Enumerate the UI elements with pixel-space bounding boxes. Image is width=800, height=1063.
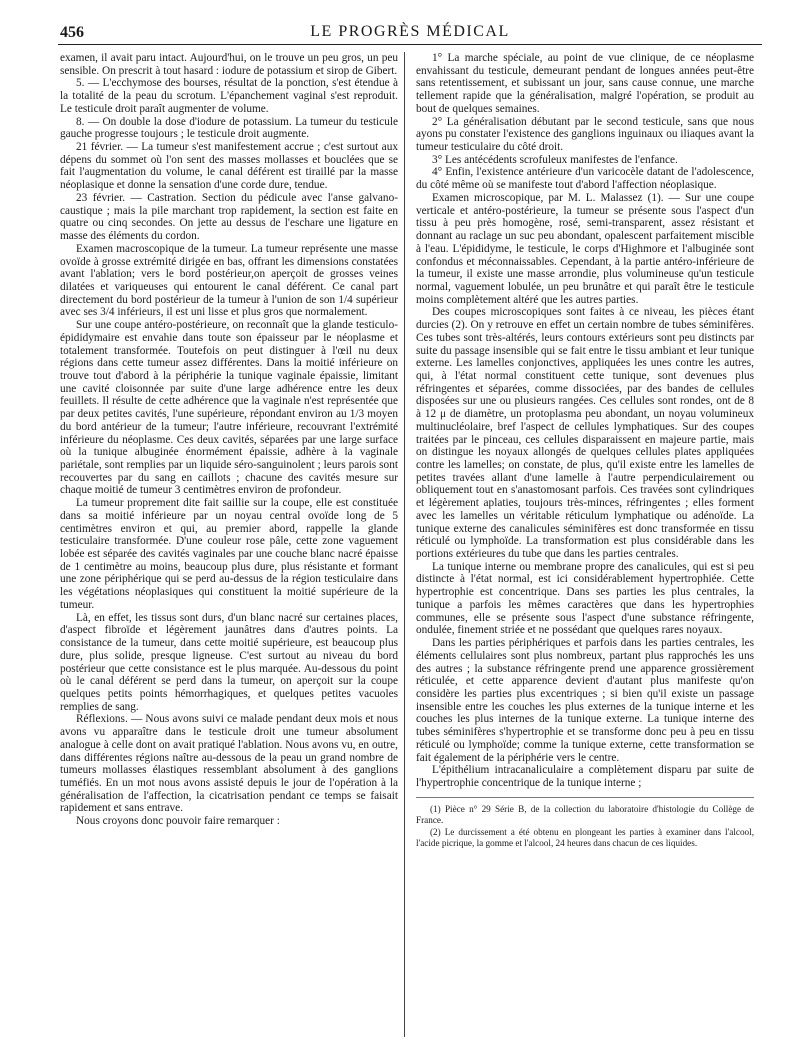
paragraph: 1° La marche spéciale, au point de vue clinique, de ce néoplasme envahissant du testicule, demeurant pendant de longues années peut-être sans retentissement, et subissant un jour, sans cause connue, une marche tellement rapide que la généralisation, malgré l'opération, se produit au bout de quelques semaines.: [416, 52, 754, 115]
paragraph: Des coupes microscopiques sont faites à ce niveau, les pièces étant durcies (2). On y retrouve en effet un certain nombre de tubes séminifères. Ces tubes sont très-altérés, leurs contours extérieurs sont peu distincts par suite du passage insensible qui se fait entre le tissu ambiant et leur tunique externe. Les lamelles conjonctives, appliquées les unes contre les autres, qui, à l'état normal constituent cette tunique, sont devenues plus réfringentes et séparées, comme dissociées, par des bandes de cellules disposées sur une ou plusieurs rangées. Ces cellules sont rondes, ont de 8 à 12 μ de diamètre, un protoplasma peu abondant, un noyau volumineux multinucléolaire, bref l'aspect de cellules lymphatiques. Sur des coupes traitées par le pinceau, ces cellules disparaissent en majeure partie, mais on distingue les noyaux allongés de quelques cellules plates appliquées contre les lamelles; on constate, de plus, qu'il existe entre les lamelles de petites travées allant d'une lamelle à l'autre perpendiculairement ou obliquement tout en s'anastomosant parfois. Ces travées sont cylindriques et légèrement aplaties, toujours très-minces, réfringentes ; elles forment avec les lamelles un véritable réticulum lymphatique ou adénoïde. La tunique externe des canalicules séminifères est donc transformée en tissu réticulé ou lymphoïde. La transformation est plus considérable dans les portions extérieures du tube que dans les parties centrales.: [416, 306, 754, 561]
paragraph: 3° Les antécédents scrofuleux manifestes de l'enfance.: [432, 153, 678, 166]
footnote: (1) Pièce n° 29 Série B, de la collection du laboratoire d'histologie du Collège de France.: [416, 803, 754, 825]
paragraph: La tumeur proprement dite fait saillie sur la coupe, elle est constituée dans sa moitié inférieure par un noyau central ovoïde long de 5 centimètres environ et qui, au premier abord, rappelle la glande testiculaire transformée. D'une couleur rose pâle, cette zone vaguement lobée est séparée des cavités vaginales par une couche blanc nacré épaisse de 1 centimètre au moins, beaucoup plus dure, plus résistante et formant une zone périphérique qui se perd au-dessus de la région testiculaire dans les végétations néoplasiques qui constituent la moitié supérieure de la tumeur.: [60, 497, 398, 611]
paragraph: 23 février. — Castration. Section du pédicule avec l'anse galvano-caustique ; mais la pile marchant trop rapidement, la section est faite en quatre ou cinq secondes. On jette au dessus de l'eschare une ligature en masse des éléments du cordon.: [60, 191, 398, 243]
running-header: [60, 22, 760, 44]
right-column: [416, 52, 754, 1042]
page-number: 456: [60, 24, 84, 41]
paragraph: 4° Enfin, l'existence antérieure d'un varicocèle datant de l'adolescence, du côté même où se manifeste tout d'abord l'affection néoplasique.: [416, 166, 754, 192]
journal-title: LE PROGRÈS MÉDICAL: [310, 23, 510, 40]
paragraph: Là, en effet, les tissus sont durs, d'un blanc nacré sur certaines places, d'aspect fibroïde et légèrement jaunâtres dans d'autres points. La consistance de la tumeur, dans cette moitié supérieure, est beaucoup plus dure, plus solide, presque ligneuse. C'est surtout au niveau du bord postérieur que cette consistance est le plus marquée. Au-dessous du point où le canal déférent se perd dans la tumeur, on aperçoit sur la coupe quelques petits points hémorrhagiques, et quelques petites vacuoles remplies de sang.: [60, 611, 398, 713]
footnotes: [416, 797, 754, 850]
paragraph: Examen microscopique, par M. L. Malassez (1). — Sur une coupe verticale et antéro-postérieure, la tumeur se présente sous l'aspect d'un tissu à peu près homogène, rosé, semi-transparent, assez résistant et donnant au raclage un suc peu abondant, opalescent parfaitement miscible à l'eau. L'épididyme, le testicule, le corps d'Highmore et l'albuginée sont confondus et méconnaissables. Cependant, à la partie antéro-inférieure de la tumeur, il existe une masse arrondie, plus volumineuse qu'un testicule normal, vaguement lobulée, un peu brunâtre et qui paraît être le testicule moins complètement altéré que les autres parties.: [416, 191, 754, 306]
header-rule: [58, 44, 762, 45]
paragraph: 2° La généralisation débutant par le second testicule, sans que nous ayons pu constater l'existence des ganglions inguinaux ou iliaques avant la tumeur testiculaire du côté droit.: [416, 115, 754, 154]
paragraph: 5. — L'ecchymose des bourses, résultat de la ponction, s'est étendue à la totalité de la peau du scrotum. L'épanchement vaginal s'est reproduit. Le testicule droit paraît augmenter de volume.: [60, 77, 398, 115]
paragraph: La tunique interne ou membrane propre des canalicules, qui est si peu distincte à l'état normal, est ici considérablement hypertrophiée. Cette hypertrophie est concentrique. Dans ses parties les plus centrales, la tunique a parfois les mêmes caractères que dans les hypertrophies communes, elle se présente sous l'aspect d'une substance réfringente, ondulée, finement striée et ne possédant que quelques rares noyaux.: [416, 560, 754, 637]
paragraph: Dans les parties périphériques et parfois dans les parties centrales, les éléments cellulaires sont plus nombreux, partant plus rapprochés les uns des autres ; la substance réfringente prend une apparence grossièrement réticulée, et cette apparence devient d'autant plus manifeste qu'on considère les parties plus excentriques ; si bien qu'il existe un passage insensible entre les couches les plus externes de la tunique interne et les couches les plus internes de la tunique externe. La tunique interne des tubes séminifères s'hypertrophie et se transforme donc peu à peu en tissu réticulé ou lymphoïde; comme la tunique externe, cette transformation se fait également de la périphérie vers le centre.: [416, 637, 754, 764]
paragraph: Réflexions. — Nous avons suivi ce malade pendant deux mois et nous avons vu apparaître dans le testicule droit une tumeur absolument analogue à celle dont on avait pratiqué l'ablation. Nous avons vu, en outre, dans différentes régions naître au-dessous de la peau un grand nombre de tumeurs mollasses élastiques ressemblant absolument à des ganglions tuméfiés. En un mot nous avons assisté depuis le jour de l'opération à la généralisation de l'affection, la cicatrisation pendant ce temps se faisait rapidement et sans entrave.: [60, 713, 398, 815]
paragraph: examen, il avait paru intact. Aujourd'hui, on le trouve un peu gros, un peu sensible. On prescrit à tout hasard : iodure de potassium et sirop de Gibert.: [60, 52, 398, 77]
paragraph: Sur une coupe antéro-postérieure, on reconnaît que la glande testiculo-épididymaire est envahie dans toute son épaisseur par le néoplasme et totalement transformée. Toutefois on peut distinguer à l'œil nu deux régions dans cette tumeur assez différentes. Dans la moitié inférieure on trouve tout d'abord à la périphérie la tunique vaginale épaissie, limitant une cavité cloisonnée par suite d'une large adhérence entre les deux feuillets. Il résulte de cette adhérence que la vaginale n'est représentée que par deux petites cavités, l'une supérieure, répondant environ au 1/3 moyen du bord antérieur de la tumeur; l'autre inférieure, recouvrant l'extrémité inférieure du néoplasme. Ces deux cavités, séparées par une large surface où la tunique albuginée énormément épaissie, adhère à la vaginale pariétale, sont remplies par un liquide séro-sanguinolent ; leurs parois sont recouvertes par du sang en caillots ; chacune des cavités mesure sur chaque moitié de tumeur 3 centimètres environ de profondeur.: [60, 319, 398, 497]
paragraph: 8. — On double la dose d'iodure de potassium. La tumeur du testicule gauche progresse toujours ; le testicule droit augmente.: [60, 115, 398, 141]
left-column: [60, 52, 398, 1042]
paragraph: Nous croyons donc pouvoir faire remarquer :: [76, 815, 280, 828]
paragraph: Examen macroscopique de la tumeur. La tumeur représente une masse ovoïde à grosse extrémité dirigée en bas, offrant les dimensions constatées avant l'ablation; vers le bord postérieur,on aperçoit de grosses veines dilatées et variqueuses qui entourent le canal déférent. Ce canal part directement du bord postérieur de la tumeur à l'union de son 1/4 supérieur avec ses 3/4 inférieurs, il est uni lisse et plus gros que normalement.: [60, 242, 398, 319]
paragraph: L'épithélium intracanaliculaire a complètement disparu par suite de l'hypertrophie concentrique de la tunique interne ;: [416, 764, 754, 789]
column-divider: [404, 52, 405, 1037]
paragraph: 21 février. — La tumeur s'est manifestement accrue ; c'est surtout aux dépens du sommet où l'on sent des masses mollasses et bouclées que se fait l'augmentation du volume, le canal déférent est tiraillé par la masse néoplasique et donne la sensation d'une corde dure, tendue.: [60, 141, 398, 192]
footnote: (2) Le durcissement a été obtenu en plongeant les parties à examiner dans l'alcool, l'acide picrique, la gomme et l'alcool, 24 heures dans chacun de ces liquides.: [416, 827, 754, 849]
